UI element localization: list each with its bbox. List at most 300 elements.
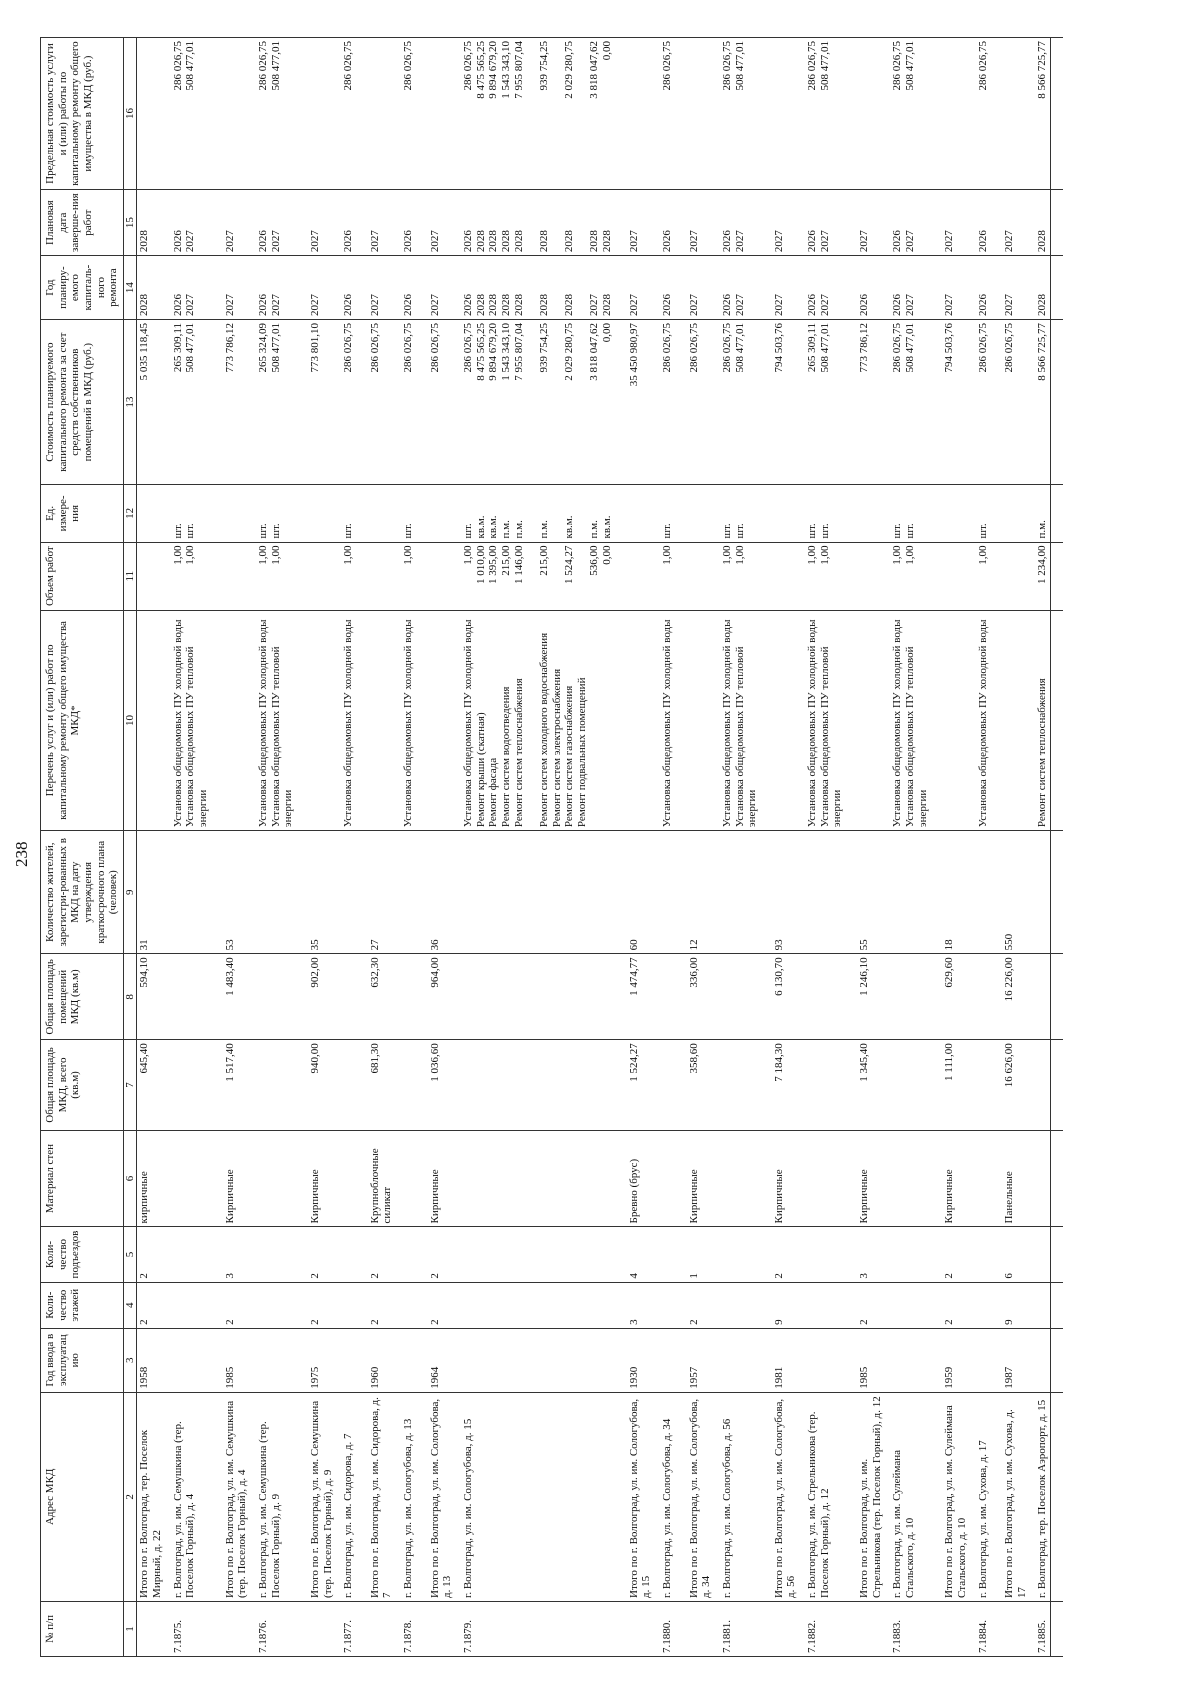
spacer-cell xyxy=(930,1282,942,1328)
spacer-cell xyxy=(416,320,428,485)
cell-line: 2027 xyxy=(818,294,831,317)
cell-c3 xyxy=(341,1328,356,1392)
spacer-cell xyxy=(615,1040,627,1130)
cell-line: 2027 xyxy=(184,294,197,317)
cell-c5: 2 xyxy=(772,1227,799,1282)
spacer-cell xyxy=(356,1130,368,1227)
spacer-cell xyxy=(615,1328,627,1392)
cell-line: 2027 xyxy=(184,230,197,253)
spacer-cell xyxy=(615,1227,627,1282)
spacer-cell xyxy=(296,610,308,830)
cell-c16 xyxy=(720,38,760,190)
cell-line: 2026 xyxy=(891,230,904,253)
cell-line: кв.м. xyxy=(487,515,500,539)
cell-c1: 7.1877. xyxy=(341,1601,356,1656)
cell-c1: 7.1876. xyxy=(256,1601,296,1656)
cell-line: кв.м. xyxy=(601,515,614,539)
column-number: 1 xyxy=(123,1601,137,1656)
spacer-cell xyxy=(211,320,223,485)
cell-line: 1 543 343,10 xyxy=(499,41,512,99)
cell-c5: 6 xyxy=(1002,1227,1029,1282)
cell-c5: 2 xyxy=(308,1227,335,1282)
cell-c9 xyxy=(171,831,211,954)
spacer-cell xyxy=(1051,1328,1064,1392)
cell-c13: 35 450 980,97 xyxy=(627,320,654,485)
spacer-cell xyxy=(356,485,368,542)
cell-line: 508 477,01 xyxy=(903,323,916,373)
cell-c8: 629,60 xyxy=(942,954,969,1040)
page-number: 238 xyxy=(12,841,31,867)
total-row xyxy=(687,38,714,1657)
spacer-cell xyxy=(296,542,308,610)
cell-line: Установка общедомовых ПУ холодной воды xyxy=(891,619,904,828)
item-row xyxy=(660,38,675,1657)
cell-c1 xyxy=(857,1601,884,1656)
cell-line: 2028 xyxy=(487,294,500,317)
column-number: 13 xyxy=(123,320,137,485)
cell-c3 xyxy=(805,1328,845,1392)
cell-line: 2 029 280,75 xyxy=(563,41,576,99)
spacer-cell xyxy=(1051,1601,1064,1656)
cell-c4: 2 xyxy=(687,1282,714,1328)
total-row xyxy=(137,38,165,1657)
spacer-cell xyxy=(615,485,627,542)
spacer-cell xyxy=(990,1130,1002,1227)
cell-c7 xyxy=(660,1040,675,1130)
spacer-cell xyxy=(990,542,1002,610)
cell-line: 939 754,25 xyxy=(537,323,550,373)
cell-c15: 2027 xyxy=(687,190,714,256)
cell-c12 xyxy=(428,485,455,542)
cell-line: 536,00 xyxy=(588,545,601,576)
spacer-cell xyxy=(990,190,1002,256)
cell-line: 7 955 807,04 xyxy=(512,41,525,99)
cell-c3 xyxy=(1035,1328,1050,1392)
column-number: 2 xyxy=(123,1392,137,1601)
cell-line: 939 754,25 xyxy=(537,41,550,91)
cell-c5 xyxy=(720,1227,760,1282)
spacer-cell xyxy=(1051,1392,1064,1601)
column-number: 9 xyxy=(123,831,137,954)
cell-c12 xyxy=(171,485,211,542)
cell-c1 xyxy=(627,1601,654,1656)
spacer-cell xyxy=(1051,256,1064,320)
cell-c12: шт. xyxy=(976,485,991,542)
cell-c9: 27 xyxy=(368,831,395,954)
repair-plan-table xyxy=(40,37,1063,1657)
cell-c6 xyxy=(461,1130,615,1227)
cell-line: Ремонт подвальных помещений xyxy=(575,677,588,828)
cell-line: 508 477,01 xyxy=(269,41,282,91)
cell-c6: Бревно (брус) xyxy=(627,1130,654,1227)
cell-c9 xyxy=(256,831,296,954)
cell-c2: г. Волгоград, ул. им. Стрельникова (тер. Поселок Горный), д. 12 xyxy=(805,1392,845,1601)
spacer-row xyxy=(675,38,687,1657)
spacer-cell xyxy=(930,1328,942,1392)
cell-c13: 773 786,12 xyxy=(223,320,250,485)
column-number: 6 xyxy=(123,1130,137,1227)
spacer-cell xyxy=(1051,1227,1064,1282)
cell-line: Установка общедомовых ПУ тепловой энергии xyxy=(733,646,759,828)
cell-c8 xyxy=(171,954,211,1040)
cell-c4 xyxy=(805,1282,845,1328)
spacer-cell xyxy=(845,1601,857,1656)
cell-c3 xyxy=(720,1328,760,1392)
spacer-cell xyxy=(615,1130,627,1227)
cell-c11 xyxy=(772,542,799,610)
cell-line: Ремонт систем газоснабжения xyxy=(563,685,576,828)
cell-line: 508 477,01 xyxy=(184,323,197,373)
cell-c12 xyxy=(223,485,250,542)
column-header: Общая площадь МКД, всего (кв.м) xyxy=(41,1040,124,1130)
cell-line: 2026 xyxy=(720,294,733,317)
cell-line: 2028 xyxy=(487,230,500,253)
cell-line: 1,00 xyxy=(818,545,831,565)
cell-c14: 2027 xyxy=(368,256,395,320)
cell-c7: 1 111,00 xyxy=(942,1040,969,1130)
cell-c13: 286 026,75 xyxy=(368,320,395,485)
column-header: Год планиру-емого капиталь-ного ремонта xyxy=(41,256,124,320)
spacer-cell xyxy=(356,610,368,830)
spacer-cell xyxy=(760,542,772,610)
cell-c5: 2 xyxy=(368,1227,395,1282)
cell-line: 265 309,11 xyxy=(806,323,819,373)
cell-line: 1 395,00 xyxy=(487,545,500,585)
cell-line: 1,00 xyxy=(269,545,282,565)
spacer-cell xyxy=(211,1601,223,1656)
cell-c13: 773 801,10 xyxy=(308,320,335,485)
cell-line: 2028 xyxy=(601,294,614,317)
cell-c15 xyxy=(461,190,615,256)
cell-c16 xyxy=(428,38,455,190)
cell-c12 xyxy=(137,485,165,542)
cell-c16: 286 026,75 xyxy=(976,38,991,190)
column-number: 14 xyxy=(123,256,137,320)
spacer-cell xyxy=(675,1601,687,1656)
cell-c8: 1 246,10 xyxy=(857,954,884,1040)
cell-c15: 2027 xyxy=(857,190,884,256)
cell-c14: 2027 xyxy=(1002,256,1029,320)
spacer-cell xyxy=(615,954,627,1040)
cell-c8: 6 130,70 xyxy=(772,954,799,1040)
spacer-cell xyxy=(356,1601,368,1656)
cell-c12: шт. xyxy=(401,485,416,542)
spacer-cell xyxy=(296,320,308,485)
total-row xyxy=(942,38,969,1657)
column-number: 7 xyxy=(123,1040,137,1130)
spacer-cell xyxy=(356,1328,368,1392)
spacer-cell xyxy=(845,1328,857,1392)
cell-line xyxy=(576,488,589,538)
spacer-row xyxy=(990,38,1002,1657)
spacer-cell xyxy=(211,485,223,542)
cell-line xyxy=(525,614,538,827)
cell-c7 xyxy=(341,1040,356,1130)
cell-c8 xyxy=(461,954,615,1040)
cell-c9 xyxy=(805,831,845,954)
cell-c15: 2027 xyxy=(223,190,250,256)
column-number-row xyxy=(123,38,137,1657)
cell-c3: 1960 xyxy=(368,1328,395,1392)
spacer-row xyxy=(416,38,428,1657)
cell-c10 xyxy=(1002,610,1029,830)
cell-c12 xyxy=(890,485,930,542)
cell-c11: 1 234,00 xyxy=(1035,542,1050,610)
cell-c3 xyxy=(890,1328,930,1392)
column-header: Количество жителей, зарегистри-рованных в МКД на дату утверждения краткосрочного плана (человек) xyxy=(41,831,124,954)
cell-c11 xyxy=(627,542,654,610)
column-number: 8 xyxy=(123,954,137,1040)
cell-line: 2028 xyxy=(601,230,614,253)
cell-c2: Итого по г. Волгоград, ул. им. Сухова, д. 17 xyxy=(1002,1392,1029,1601)
cell-line xyxy=(551,546,564,607)
cell-c14 xyxy=(171,256,211,320)
cell-c6 xyxy=(341,1130,356,1227)
cell-c1: 7.1883. xyxy=(890,1601,930,1656)
cell-c13: 8 566 725,77 xyxy=(1035,320,1050,485)
cell-c12 xyxy=(256,485,296,542)
cell-c13: 5 035 118,45 xyxy=(137,320,165,485)
total-row xyxy=(308,38,335,1657)
spacer-cell xyxy=(211,610,223,830)
cell-line: 3 818 047,62 xyxy=(588,323,601,381)
spacer-cell xyxy=(930,954,942,1040)
cell-line xyxy=(525,193,538,252)
cell-line: 286 026,75 xyxy=(891,41,904,91)
cell-c14 xyxy=(256,256,296,320)
cell-c16 xyxy=(942,38,969,190)
cell-c2: г. Волгоград, ул. им. Сидорова, д. 7 xyxy=(341,1392,356,1601)
cell-c8 xyxy=(805,954,845,1040)
item-row xyxy=(720,38,760,1657)
cell-c13: 286 026,75 xyxy=(401,320,416,485)
spacer-cell xyxy=(416,256,428,320)
cell-c13: 794 503,76 xyxy=(942,320,969,485)
cell-c11 xyxy=(368,542,395,610)
cell-line: 265 309,11 xyxy=(171,323,184,373)
cell-c4: 2 xyxy=(857,1282,884,1328)
column-header: Ед. измере-ния xyxy=(41,485,124,542)
column-header: Коли-чество этажей xyxy=(41,1282,124,1328)
column-header: Год ввода в эксплуатацию xyxy=(41,1328,124,1392)
cell-line: 2026 xyxy=(171,294,184,317)
cell-line: 2027 xyxy=(588,294,601,317)
cell-c6 xyxy=(660,1130,675,1227)
cell-c11 xyxy=(256,542,296,610)
cell-c7: 1 517,40 xyxy=(223,1040,250,1130)
cell-line: 2028 xyxy=(563,294,576,317)
spacer-cell xyxy=(296,1227,308,1282)
cell-line: 1,00 xyxy=(184,545,197,565)
cell-c15 xyxy=(171,190,211,256)
cell-c2: г. Волгоград, ул. им. Сологубова, д. 13 xyxy=(401,1392,416,1601)
cell-c12 xyxy=(1002,485,1029,542)
spacer-cell xyxy=(675,190,687,256)
cell-c7 xyxy=(805,1040,845,1130)
cell-c6: Кирпичные xyxy=(942,1130,969,1227)
cell-c16 xyxy=(461,38,615,190)
item-row xyxy=(256,38,296,1657)
cell-c4: 2 xyxy=(308,1282,335,1328)
spacer-cell xyxy=(675,831,687,954)
cell-line xyxy=(551,193,564,252)
cell-line: 2028 xyxy=(537,230,550,253)
spacer-cell xyxy=(990,1328,1002,1392)
cell-line: 2028 xyxy=(474,230,487,253)
cell-c5: 3 xyxy=(857,1227,884,1282)
spacer-cell xyxy=(211,1040,223,1130)
cell-c13 xyxy=(171,320,211,485)
cell-c8 xyxy=(256,954,296,1040)
spacer-cell xyxy=(1051,610,1064,830)
spacer-cell xyxy=(416,954,428,1040)
spacer-cell xyxy=(930,1130,942,1227)
cell-line: п.м. xyxy=(588,520,601,539)
cell-c3 xyxy=(461,1328,615,1392)
cell-line xyxy=(551,41,564,186)
spacer-cell xyxy=(1051,190,1064,256)
cell-c5: 2 xyxy=(942,1227,969,1282)
spacer-cell xyxy=(760,1227,772,1282)
cell-line: 2028 xyxy=(499,230,512,253)
cell-c9: 60 xyxy=(627,831,654,954)
cell-line xyxy=(525,41,538,186)
spacer-cell xyxy=(845,320,857,485)
cell-line xyxy=(551,323,564,481)
spacer-cell xyxy=(845,190,857,256)
cell-c9: 550 xyxy=(1002,831,1029,954)
cell-c16 xyxy=(857,38,884,190)
spacer-cell xyxy=(416,1227,428,1282)
spacer-cell xyxy=(760,256,772,320)
cell-c5 xyxy=(1035,1227,1050,1282)
spacer-cell xyxy=(211,1392,223,1601)
cell-line: 1 146,00 xyxy=(512,545,525,585)
cell-c1 xyxy=(687,1601,714,1656)
total-row xyxy=(223,38,250,1657)
cell-c4 xyxy=(256,1282,296,1328)
cell-line: шт. xyxy=(720,523,733,539)
header-row xyxy=(41,38,124,1657)
item-row xyxy=(171,38,211,1657)
cell-line xyxy=(576,546,589,607)
spacer-cell xyxy=(930,1601,942,1656)
cell-c14 xyxy=(805,256,845,320)
cell-c15 xyxy=(256,190,296,256)
cell-line: 2027 xyxy=(903,294,916,317)
cell-c2: г. Волгоград, ул. им. Сулеймана Стальского, д. 10 xyxy=(890,1392,930,1601)
cell-c5 xyxy=(401,1227,416,1282)
cell-c7: 681,30 xyxy=(368,1040,395,1130)
spacer-cell xyxy=(990,38,1002,190)
cell-c8 xyxy=(1035,954,1050,1040)
cell-c8: 1 474,77 xyxy=(627,954,654,1040)
cell-line: Ремонт систем водоотведения xyxy=(499,686,512,828)
cell-c1: 7.1875. xyxy=(171,1601,211,1656)
cell-c1: 7.1881. xyxy=(720,1601,760,1656)
cell-c12: шт. xyxy=(660,485,675,542)
spacer-cell xyxy=(615,1282,627,1328)
cell-c4: 3 xyxy=(627,1282,654,1328)
spacer-cell xyxy=(1051,38,1064,190)
cell-c15: 2026 xyxy=(660,190,675,256)
cell-c5: 1 xyxy=(687,1227,714,1282)
cell-line: 2026 xyxy=(462,230,475,253)
spacer-cell xyxy=(356,190,368,256)
cell-line: Ремонт систем теплоснабжения xyxy=(512,678,525,828)
cell-c5 xyxy=(890,1227,930,1282)
cell-line xyxy=(576,259,589,316)
cell-c14 xyxy=(461,256,615,320)
cell-c5 xyxy=(660,1227,675,1282)
spacer-cell xyxy=(930,485,942,542)
cell-c16 xyxy=(308,38,335,190)
spacer-cell xyxy=(990,954,1002,1040)
cell-c5 xyxy=(256,1227,296,1282)
cell-c14: 2027 xyxy=(687,256,714,320)
cell-c8: 16 226,00 xyxy=(1002,954,1029,1040)
spacer-cell xyxy=(615,320,627,485)
spacer-cell xyxy=(416,542,428,610)
spacer-cell xyxy=(356,1040,368,1130)
spacer-cell xyxy=(760,954,772,1040)
cell-c11: 1,00 xyxy=(401,542,416,610)
cell-line: 2027 xyxy=(903,230,916,253)
cell-c6: Панельные xyxy=(1002,1130,1029,1227)
cell-c16 xyxy=(1002,38,1029,190)
cell-c1: 7.1878. xyxy=(401,1601,416,1656)
spacer-cell xyxy=(356,1227,368,1282)
spacer-cell xyxy=(416,610,428,830)
spacer-cell xyxy=(615,1601,627,1656)
spacer-cell xyxy=(990,1040,1002,1130)
spacer-cell xyxy=(211,1328,223,1392)
cell-c6: Кирпичные xyxy=(772,1130,799,1227)
cell-c11 xyxy=(890,542,930,610)
cell-line: 2027 xyxy=(269,294,282,317)
spacer-cell xyxy=(990,1601,1002,1656)
cell-c4: 9 xyxy=(1002,1282,1029,1328)
cell-c13 xyxy=(256,320,296,485)
cell-c10 xyxy=(171,610,211,830)
spacer-cell xyxy=(296,954,308,1040)
cell-line: шт. xyxy=(462,523,475,539)
cell-line: 1,00 xyxy=(891,545,904,565)
cell-c2: Итого по г. Волгоград, ул. им. Сидорова, д. 7 xyxy=(368,1392,395,1601)
spacer-cell xyxy=(675,954,687,1040)
cell-c15 xyxy=(805,190,845,256)
total-row xyxy=(772,38,799,1657)
cell-line: 9 894 679,20 xyxy=(487,41,500,99)
cell-c7: 16 626,00 xyxy=(1002,1040,1029,1130)
spacer-cell xyxy=(1051,1130,1064,1227)
cell-c2: Итого по г. Волгоград, тер. Поселок Мирный, д. 22 xyxy=(137,1392,165,1601)
cell-c13: 286 026,75 xyxy=(428,320,455,485)
cell-c5 xyxy=(461,1227,615,1282)
cell-c4 xyxy=(401,1282,416,1328)
spacer-cell xyxy=(760,485,772,542)
spacer-cell xyxy=(760,38,772,190)
spacer-cell xyxy=(296,38,308,190)
cell-line: 1 010,00 xyxy=(474,545,487,585)
cell-line: 2028 xyxy=(512,230,525,253)
cell-c8: 902,00 xyxy=(308,954,335,1040)
cell-c15: 2026 xyxy=(976,190,991,256)
cell-line: Установка общедомовых ПУ холодной воды xyxy=(806,619,819,828)
cell-line: кв.м. xyxy=(563,515,576,539)
cell-c7: 940,00 xyxy=(308,1040,335,1130)
cell-c1: 7.1882. xyxy=(805,1601,845,1656)
